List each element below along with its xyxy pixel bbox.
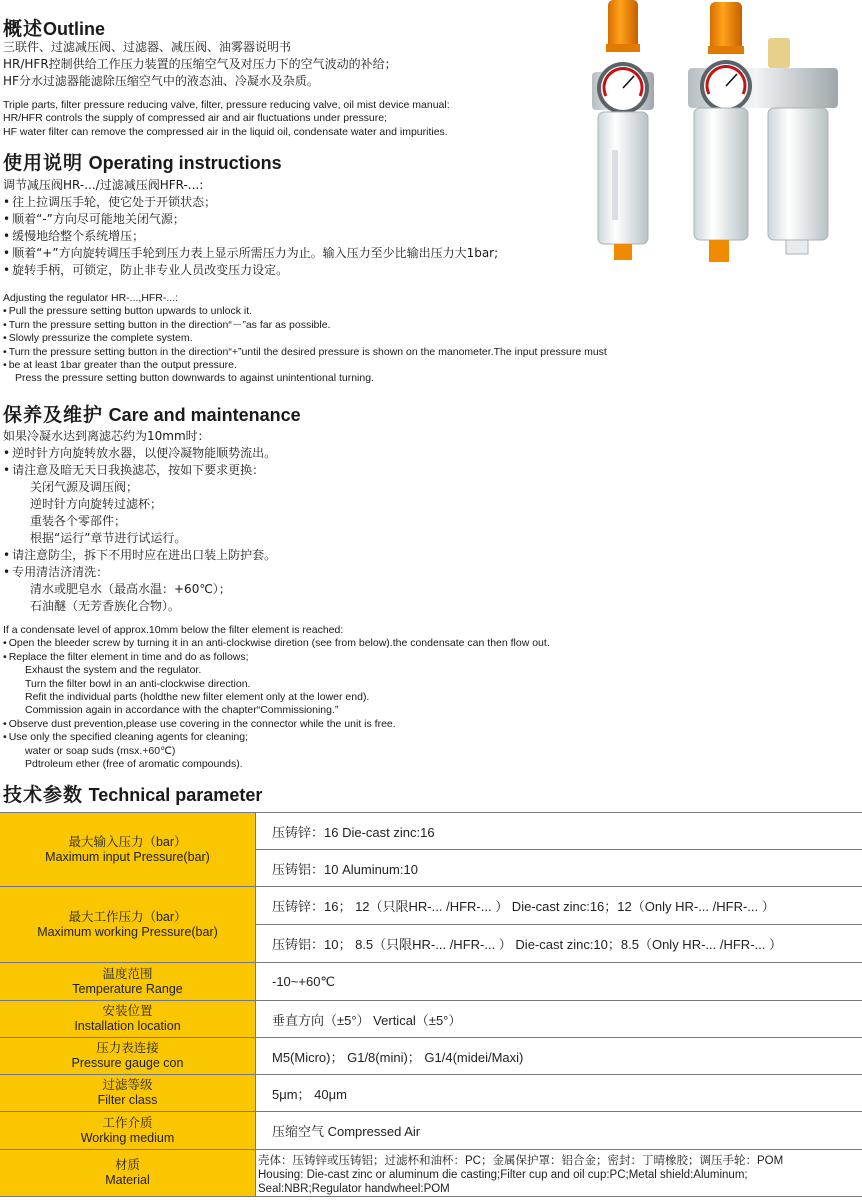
row-value: 压铸锌：16 Die-cast zinc:16 [272,824,435,840]
table-row [0,1075,862,1112]
outline-en [3,99,450,139]
care-en-line: Pdtroleum ether (free of aromatic compounds). [25,758,243,771]
operating-zh-bullet: • 往上拉调压手轮，使它处于开锁状态； [3,194,498,211]
product-image [592,0,852,272]
care-en-line: Refit the individual parts (holdthe new filter element only at the lower end). [25,691,370,704]
operating-en-bullet: • Turn the pressure setting button in the direction“－”as far as possible. [3,319,607,332]
care-zh-line: 重装各个零部件； [30,514,127,528]
table-row [0,963,862,1001]
operating-en-line: Press the pressure setting button downwards to against unintentional turning. [15,372,374,385]
operating-title-en: Operating instructions [88,153,282,173]
row-label [0,1038,256,1074]
operating-zh-bullet: • 顺着“-”方向尽可能地关闭气源； [3,211,498,228]
row-value: 压缩空气 Compressed Air [272,1124,421,1139]
row-values [256,1075,862,1111]
care-zh-line: 清水或肥皂水（最高水温：+60℃）； [30,582,231,596]
outline-zh [3,39,397,90]
operating-zh-bullet: • 旋转手柄，可锁定，防止非专业人员改变压力设定。 [3,262,498,279]
operating-zh-bullet: • 顺着“+”方向旋转调压手轮到压力表上显示所需压力为止。输入压力至少比输出压力大1bar; [3,245,498,262]
care-zh-bullet: • 逆时针方向旋转放水器，以便冷凝物能顺势流出。 [3,445,276,462]
outline-en-line: HR/HFR controls the supply of compressed air and air fluctuations under pressure; [3,112,388,125]
operating-title-zh: 使用说明 [3,152,84,174]
outline-en-line: HF water filter can remove the compressed air in the liquid oil, condensate water and impurities. [3,125,448,138]
care-title [3,400,301,427]
filter-regulator-unit [592,0,654,260]
operating-en-bullet: • be at least 1bar greater than the output pressure. [3,359,607,372]
care-zh [3,428,276,615]
row-values [256,887,862,962]
operating-en-bullet: • Turn the pressure setting button in the direction“+”until the desired pressure is shown on the manometer.The input pressure must [3,346,607,359]
row-label-zh: 安装位置 [102,1004,153,1018]
row-label [0,813,256,886]
row-label-en: Maximum working Pressure(bar) [37,924,218,939]
outline-title [3,14,105,41]
row-values [256,813,862,886]
row-values [256,1001,862,1037]
row-label [0,963,256,1000]
operating-en-bullet: • Pull the pressure setting button upwards to unlock it. [3,305,607,318]
row-label-zh: 温度范围 [102,966,153,981]
operating-zh-line: 调节减压阀HR-.../过滤减压阀HFR-...: [3,178,204,192]
technical-title-en: Technical parameter [88,785,263,805]
operating-zh-bullet: • 缓慢地给整个系统增压； [3,228,498,245]
technical-table [0,812,862,1197]
operating-en-line: Adjusting the regulator HR-...,HFR-...: [3,292,179,304]
operating-zh [3,177,498,279]
care-en-bullet: • Observe dust prevention,please use covering in the connector while the unit is free. [3,718,550,731]
care-zh-line: 如果冷凝水达到离滤芯约为10mm时： [3,429,210,443]
table-row [0,813,862,887]
care-zh-line: 关闭气源及调压阀； [30,480,139,494]
row-label-en: Temperature Range [72,981,183,996]
outline-title-en: Outline [43,19,106,39]
care-en-line: water or soap suds (msx.+60℃) [25,744,176,757]
outline-title-zh: 概述 [3,18,44,40]
row-values [256,963,862,1000]
care-zh-line: 石油醚（无芳香族化合物）。 [30,599,181,613]
care-en [3,624,550,771]
row-value: M5(Micro)； G1/8(mini)； G1/4(midei/Maxi) [272,1049,524,1065]
row-label-zh: 最大工作压力（bar） [68,909,187,924]
row-label-en: Pressure gauge con [71,1056,184,1070]
row-value: -10~+60℃ [272,973,336,989]
row-label-zh: 最大输入压力（bar） [68,834,187,849]
row-label-en: Installation location [74,1019,181,1033]
technical-title-zh: 技术参数 [3,784,84,806]
row-label [0,1150,256,1196]
table-row [0,1112,862,1150]
row-value-multiline [256,1150,862,1196]
material-line: 壳体：压铸锌或压铸铝；过滤杯和油杯：PC；金属保护罩：铝合金；密封：丁晴橡胶；调压手轮：POM [258,1155,784,1167]
care-en-line: Turn the filter bowl in an anti-clockwise direction. [25,677,251,690]
outline-zh-line: 三联件、过滤减压阀、过滤器、减压阀、油雾器说明书 [3,40,292,54]
care-zh-bullet: • 请注意防尘，拆下不用时应在进出口装上防护套。 [3,547,276,564]
care-en-line: Exhaust the system and the regulator. [25,664,202,677]
table-row [0,887,862,963]
care-en-bullet: • Replace the filter element in time and do as follows; [3,651,550,664]
row-label-zh: 过滤等级 [102,1078,153,1092]
row-value: 垂直方向（±5°） Vertical（±5°） [272,1012,462,1028]
care-en-bullet: • Use only the specified cleaning agents for cleaning; [3,731,550,744]
filter-regulator-lubricator-unit [688,2,838,262]
operating-title [3,148,282,175]
row-label [0,1001,256,1037]
table-row [0,1150,862,1197]
care-en-line: If a condensate level of approx.10mm below the filter element is reached: [3,624,344,636]
row-values [256,1150,862,1196]
material-line: Seal:NBR;Regulator handwheel:POM [258,1183,450,1195]
row-label-en: Material [105,1173,150,1187]
technical-title [3,780,262,807]
outline-zh-line: HR/HFR控制供给工作压力装置的压缩空气及对压力下的空气波动的补给； [3,57,397,71]
row-label-en: Filter class [97,1093,158,1107]
row-value: 5μm； 40μm [272,1086,347,1102]
care-zh-bullet: • 请注意及暗无天日我换滤芯，按如下要求更换： [3,462,276,479]
outline-en-line: Triple parts, filter pressure reducing valve, filter, pressure reducing valve, oil mist device manual: [3,99,450,111]
row-label [0,1075,256,1111]
care-zh-line: 逆时针方向旋转过滤杯； [30,497,163,511]
care-zh-line: 根据“运行”章节进行试运行。 [30,531,187,545]
operating-en-bullet: • Slowly pressurize the complete system. [3,332,607,345]
row-label [0,1112,256,1149]
outline-zh-line: HF分水过滤器能滤除压缩空气中的液态油、冷凝水及杂质。 [3,74,319,88]
care-en-line: Commission again in accordance with the chapter“Commissioning.” [25,704,339,717]
row-label-en: Maximum input Pressure(bar) [45,849,210,864]
row-value: 压铸锌：16； 12（只限HR-... /HFR-... ） Die-cast zinc:16；12（Only HR-... /HFR-... ） [272,899,775,914]
table-row [0,1038,862,1075]
row-label-en: Working medium [80,1130,175,1145]
care-title-zh: 保养及维护 [3,404,104,426]
row-values [256,1112,862,1149]
frl-unit-illustration [592,0,852,272]
table-row [0,1001,862,1038]
care-en-bullet: • Open the bleeder screw by turning it in an anti-clockwise diretion (see from below).the condensate can then flow out. [3,637,550,650]
row-label-zh: 压力表连接 [96,1041,159,1055]
care-title-en: Care and maintenance [108,405,301,425]
row-value: 压铸铝：10 Aluminum:10 [256,849,862,886]
care-zh-bullet: • 专用清洁济清洗： [3,564,276,581]
material-line: Housing: Die-cast zinc or aluminum die casting;Filter cup and oil cup:PC;Metal shield:Aluminum; [258,1169,748,1181]
operating-en [3,292,607,386]
row-label [0,887,256,962]
row-values [256,1038,862,1074]
row-label-zh: 材质 [114,1158,140,1172]
row-value: 压铸铝：10； 8.5（只限HR-... /HFR-... ） Die-cast zinc:10；8.5（Only HR-... /HFR-... ） [256,924,862,962]
row-label-zh: 工作介质 [102,1115,153,1130]
